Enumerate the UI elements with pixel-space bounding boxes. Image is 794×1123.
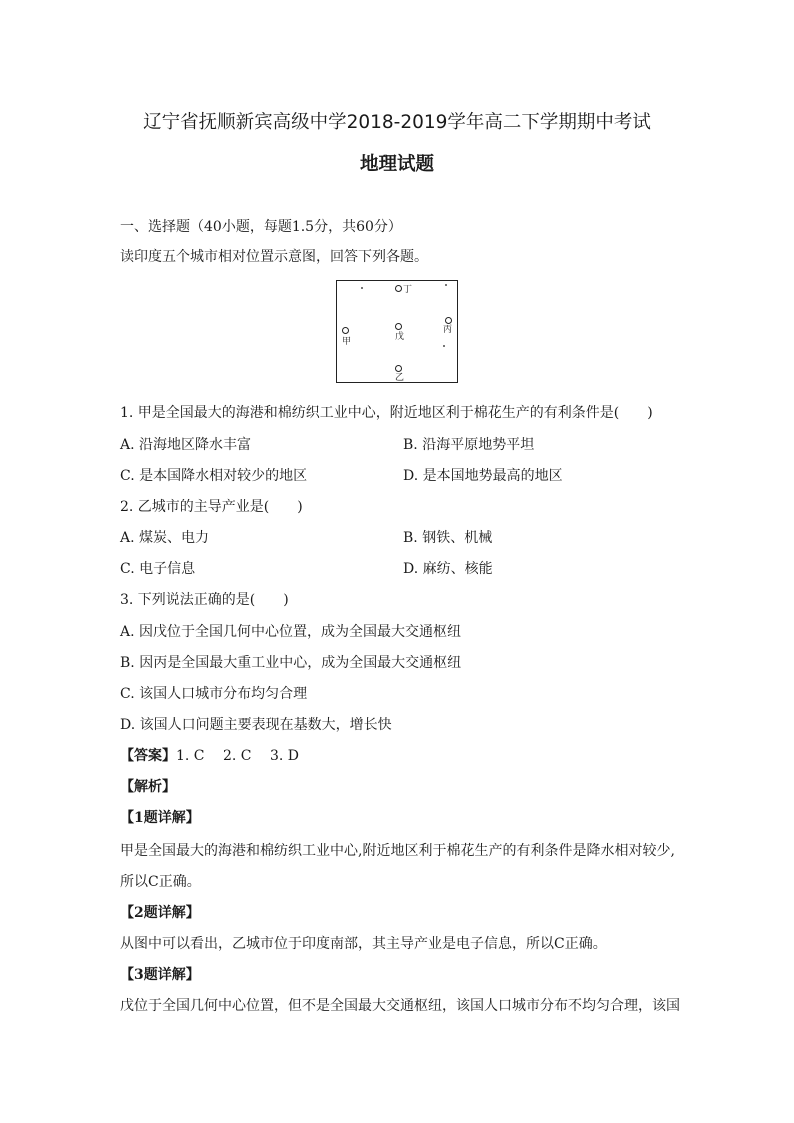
analysis-q1-text-line-2: 所以C正确。 <box>120 874 201 890</box>
question-3-option-c: C. 该国人口城市分布均匀合理 <box>120 686 308 702</box>
analysis-label: 【解析】 <box>120 779 176 795</box>
question-2-option-a: A. 煤炭、电力 <box>120 530 210 546</box>
document-title: 辽宁省抚顺新宾高级中学2018-2019学年高二下学期期中考试 <box>143 112 651 133</box>
question-2-option-d: D. 麻纺、核能 <box>403 561 493 577</box>
question-1-option-b: B. 沿海平原地势平坦 <box>403 437 535 453</box>
analysis-q3-text: 戊位于全国几何中心位置，但不是全国最大交通枢纽，该国人口城市分布不均匀合理，该国 <box>120 998 680 1014</box>
map-speck <box>443 345 445 347</box>
answer-label: 【答案】 <box>120 748 176 764</box>
analysis-q1-text-line-1: 甲是全国最大的海港和棉纺织工业中心,附近地区利于棉花生产的有利条件是降水相对较少, <box>120 843 675 859</box>
city-wu-marker <box>395 323 402 330</box>
india-cities-map <box>336 280 458 383</box>
city-ding-marker <box>395 285 402 292</box>
city-bing-marker <box>445 317 452 324</box>
question-3-option-d: D. 该国人口问题主要表现在基数大，增长快 <box>120 717 392 733</box>
section-heading: 一、选择题（40小题，每题1.5分，共60分） <box>120 219 402 235</box>
question-1-option-d: D. 是本国地势最高的地区 <box>403 468 563 484</box>
question-3-option-a: A. 因戊位于全国几何中心位置，成为全国最大交通枢纽 <box>120 624 462 640</box>
question-2-option-c: C. 电子信息 <box>120 561 196 577</box>
question-3-stem: 3. 下列说法正确的是( ) <box>120 592 289 608</box>
city-wu-label: 戊 <box>395 332 405 342</box>
map-speck <box>445 284 447 286</box>
analysis-q2-label: 【2题详解】 <box>120 905 200 921</box>
analysis-q2-text: 从图中可以看出，乙城市位于印度南部，其主导产业是电子信息，所以C正确。 <box>120 936 607 952</box>
question-1-option-a: A. 沿海地区降水丰富 <box>120 437 252 453</box>
city-yi-label: 乙 <box>395 373 405 383</box>
question-3-option-b: B. 因丙是全国最大重工业中心，成为全国最大交通枢纽 <box>120 655 462 671</box>
document-subtitle: 地理试题 <box>359 154 434 175</box>
question-1-stem: 1. 甲是全国最大的海港和棉纺织工业中心，附近地区利于棉花生产的有利条件是( ) <box>120 405 653 421</box>
city-jia-label: 甲 <box>342 337 352 347</box>
answer-values: 1. C 2. C 3. D <box>176 748 299 764</box>
analysis-q1-label: 【1题详解】 <box>120 810 200 826</box>
question-2-stem: 2. 乙城市的主导产业是( ) <box>120 499 303 515</box>
question-1-option-c: C. 是本国降水相对较少的地区 <box>120 468 308 484</box>
question-2-option-b: B. 钢铁、机械 <box>403 530 493 546</box>
answer-line <box>120 746 299 766</box>
section-intro: 读印度五个城市相对位置示意图，回答下列各题。 <box>120 249 428 265</box>
city-yi-marker <box>395 365 402 372</box>
map-speck <box>361 287 363 289</box>
analysis-q3-label: 【3题详解】 <box>120 967 200 983</box>
city-bing-label: 丙 <box>443 325 453 335</box>
city-jia-marker <box>342 327 349 334</box>
city-ding-label: 丁 <box>403 285 413 295</box>
